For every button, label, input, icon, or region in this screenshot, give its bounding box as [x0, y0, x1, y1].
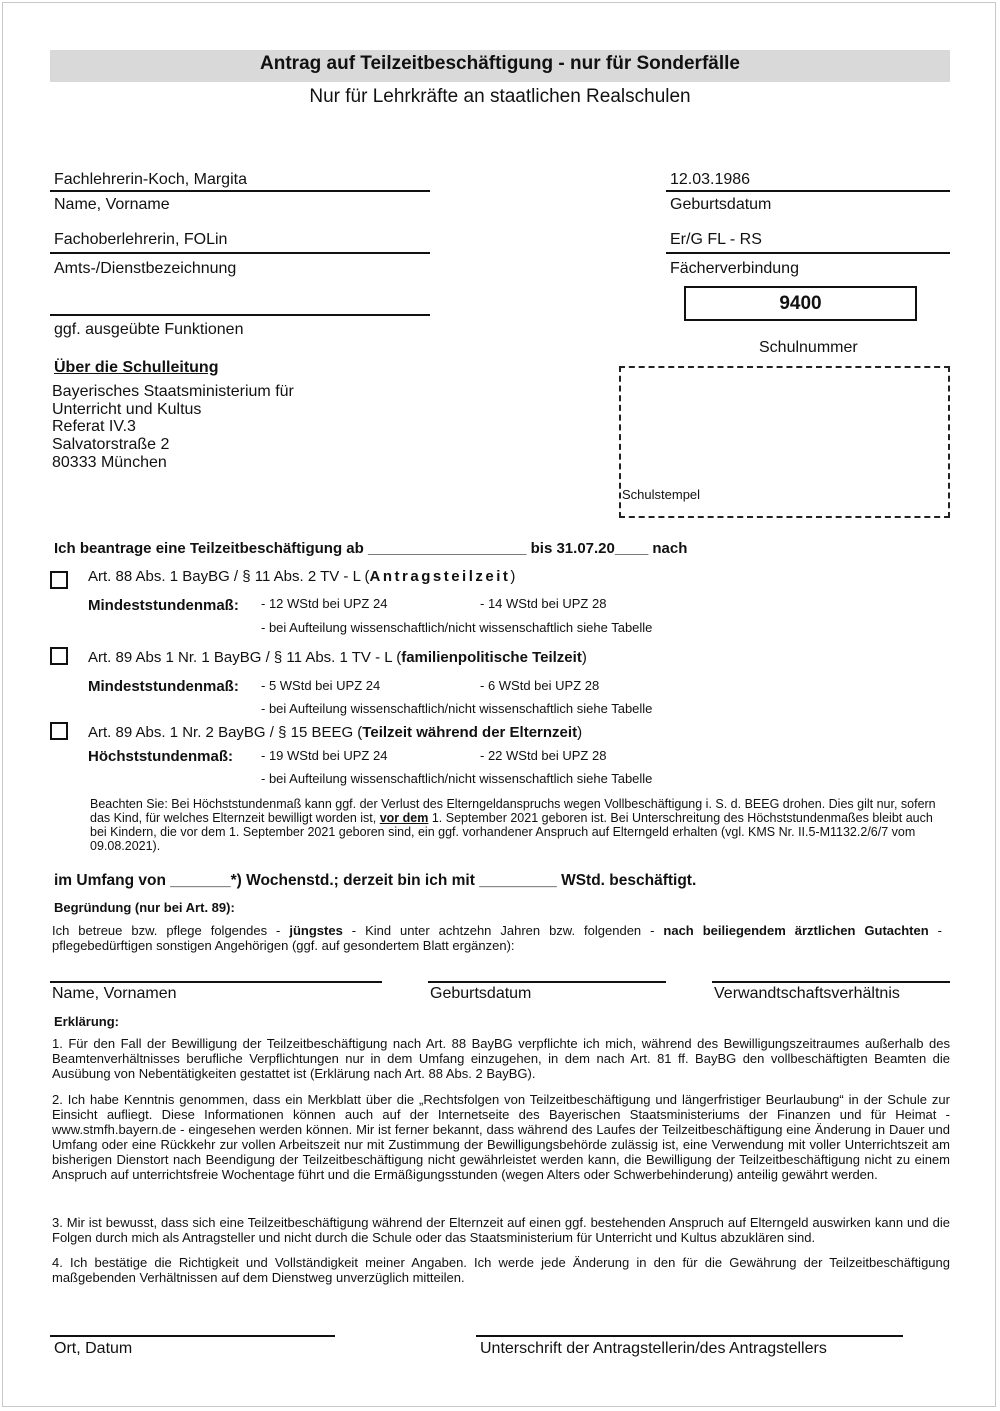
form-subtitle: Nur für Lehrkräfte an staatlichen Realschulen: [309, 86, 691, 107]
relative-relation-label: Verwandtschaftsverhältnis: [714, 985, 900, 1002]
declaration-p4: 4. Ich bestätige die Richtigkeit und Vollständigkeit meiner Angaben. Ich werde jede Änderung in den für die Gewährung der Teilzeitbeschäftigung maßgebenden Verhältnissen auf dem Dienstweg unverzüglich mitteilen.: [52, 1255, 950, 1285]
birthdate-label: Geburtsdatum: [670, 196, 772, 213]
signature-line[interactable]: [476, 1335, 903, 1337]
functions-line[interactable]: [50, 314, 430, 316]
address-line: Salvatorstraße 2: [52, 436, 170, 453]
reason-text: Ich betreue bzw. pflege folgendes - jüngstes - Kind unter achtzehn Jahren bzw. folgenden - nach beiliegendem ärztlichen Gutachten - pflegebedürftigen sonstigen Angehörigen (ggf. auf gesondertem Blatt ergänzen):: [52, 923, 942, 953]
option-1-note: - bei Aufteilung wissenschaftlich/nicht wissenschaftlich siehe Tabelle: [261, 620, 653, 635]
option-2-upz28: - 6 WStd bei UPZ 28: [480, 678, 600, 693]
place-date-label: Ort, Datum: [54, 1340, 133, 1357]
title-label: Amts-/Dienstbezeichnung: [54, 260, 237, 277]
subjects-label: Fächerverbindung: [670, 260, 799, 277]
via-school-management: Über die Schulleitung: [54, 359, 219, 376]
functions-label: ggf. ausgeübte Funktionen: [54, 321, 244, 338]
relative-relation-line[interactable]: [712, 981, 950, 983]
name-line: [50, 190, 430, 192]
declaration-p3: 3. Mir ist bewusst, dass sich eine Teilzeitbeschäftigung während der Elternzeit auf einen ggf. bestehenden Anspruch auf Elterngeld auswirken kann und die Folgen durch mich als Antragsteller und nicht durch die Schule oder das Staatsministerium für Unterricht und Kultus abzuklären sind.: [52, 1215, 950, 1245]
relative-name-label: Name, Vornamen: [52, 985, 177, 1002]
option-1-article: Art. 88 Abs. 1 BayBG / § 11 Abs. 2 TV - L (Antragsteilzeit): [88, 568, 516, 585]
school-stamp-label: Schulstempel: [622, 487, 701, 502]
option-3-article: Art. 89 Abs. 1 Nr. 2 BayBG / § 15 BEEG (Teilzeit während der Elternzeit): [88, 724, 583, 741]
option-1-measure-label: Mindeststundenmaß:: [88, 597, 239, 614]
request-line[interactable]: Ich beantrage eine Teilzeitbeschäftigung ab ___________________ bis 31.07.20____ nach: [54, 540, 688, 557]
school-number-box[interactable]: 9400: [684, 286, 917, 321]
signature-label: Unterschrift der Antragstellerin/des Antragstellers: [480, 1340, 827, 1357]
name-value[interactable]: Fachlehrerin-Koch, Margita: [54, 171, 247, 188]
title-value[interactable]: Fachoberlehrerin, FOLin: [54, 231, 228, 248]
option-3-measure-label: Höchststundenmaß:: [88, 748, 234, 765]
option-3-upz28: - 22 WStd bei UPZ 28: [480, 748, 607, 763]
place-date-line[interactable]: [50, 1335, 335, 1337]
school-number-label: Schulnummer: [759, 339, 858, 356]
relative-name-line[interactable]: [50, 981, 382, 983]
form-title: Antrag auf Teilzeitbeschäftigung - nur für Sonderfälle: [260, 53, 740, 74]
declaration-heading: Erklärung:: [54, 1014, 120, 1029]
birthdate-line: [666, 190, 950, 192]
option-2-article: Art. 89 Abs 1 Nr. 1 BayBG / § 11 Abs. 1 TV - L (familienpolitische Teilzeit): [88, 649, 587, 666]
option-elternzeit-checkbox[interactable]: [50, 722, 68, 740]
address-line: 80333 München: [52, 454, 167, 471]
declaration-p1: 1. Für den Fall der Bewilligung der Teilzeitbeschäftigung nach Art. 88 BayBG verpflichte ich mich, während des Bewilligungszeitraumes außerhalb des Beamtenverhältnisses berufliche Verpflichtungen nur in dem Umfang einzugehen, in dem nach Art. 81 ff. BayBG den vollbeschäftigten Beamten die Ausübung von Nebentätigkeiten gestattet ist (Erklärung nach Art. 88 Abs. 2 BayBG).: [52, 1036, 950, 1081]
scope-line[interactable]: im Umfang von _______*) Wochenstd.; derzeit bin ich mit _________ WStd. beschäftigt.: [54, 872, 697, 889]
option-3-upz24: - 19 WStd bei UPZ 24: [261, 748, 388, 763]
declaration-p2: 2. Ich habe Kenntnis genommen, dass ein Merkblatt über die „Rechtsfolgen von Teilzeitbeschäftigung und längerfristiger Beurlaubung“ in der Schule zur Einsicht aufliegt. Diese Informationen können auch auf der Internetseite des Bayerischen Staatsministeriums der Finanzen und für Heimat - www.stmfh.bayern.de - eingesehen werden können. Mir ist ferner bekannt, dass während des Laufes der Teilzeitbeschäftigung eine Änderung in Dauer und Umfang oder eine Rückkehr zur vollen Arbeitszeit nur mit Zustimmung der Bewilligungsbehörde zulässig ist, eine Verwendung mit voller Unterrichtszeit am bisherigen Dienstort nach Beendigung der Teilzeitbeschäftigung nicht gewährleistet werden kann, die Bewilligung der Teilzeitbeschäftigung nicht zu einem Anspruch auf unterrichtsfreie Wochentage führt und die Ermäßigungsstunden (wegen Alters oder Schwerbehinderung) anteilig gewährt werden.: [52, 1092, 950, 1182]
option-antragsteilzeit-checkbox[interactable]: [50, 571, 68, 589]
title-line: [50, 252, 430, 254]
address-line: Unterricht und Kultus: [52, 401, 202, 418]
option-2-note: - bei Aufteilung wissenschaftlich/nicht wissenschaftlich siehe Tabelle: [261, 701, 653, 716]
subjects-value[interactable]: Er/G FL - RS: [670, 231, 762, 248]
option-familienpolitische-checkbox[interactable]: [50, 647, 68, 665]
option-2-upz24: - 5 WStd bei UPZ 24: [261, 678, 381, 693]
address-line: Bayerisches Staatsministerium für: [52, 383, 294, 400]
elterngeld-notice: Beachten Sie: Bei Höchststundenmaß kann ggf. der Verlust des Elterngeldanspruchs wegen Vollbeschäftigung i. S. d. BEEG drohen. Dies gilt nur, sofern das Kind, für welches Elternzeit bewilligt worden ist, vor dem 1. September 2021 geboren ist. Bei Unterschreitung des Höchststundenmaßes bleibt auch bei Kindern, die vor dem 1. September 2021 geboren sind, ein ggf. vorhandener Anspruch auf Elterngeld erhalten (vgl. KMS Nr. II.5-M1132.2/6/7 vom 09.08.2021).: [90, 797, 936, 853]
option-1-upz24: - 12 WStd bei UPZ 24: [261, 596, 388, 611]
option-1-upz28: - 14 WStd bei UPZ 28: [480, 596, 607, 611]
reason-heading: Begründung (nur bei Art. 89):: [54, 900, 235, 915]
subjects-line: [666, 252, 950, 254]
birthdate-value[interactable]: 12.03.1986: [670, 171, 751, 188]
relative-birth-label: Geburtsdatum: [430, 985, 532, 1002]
option-3-note: - bei Aufteilung wissenschaftlich/nicht wissenschaftlich siehe Tabelle: [261, 771, 653, 786]
address-line: Referat IV.3: [52, 418, 136, 435]
name-label: Name, Vorname: [54, 196, 170, 213]
relative-birth-line[interactable]: [428, 981, 666, 983]
option-2-measure-label: Mindeststundenmaß:: [88, 678, 239, 695]
